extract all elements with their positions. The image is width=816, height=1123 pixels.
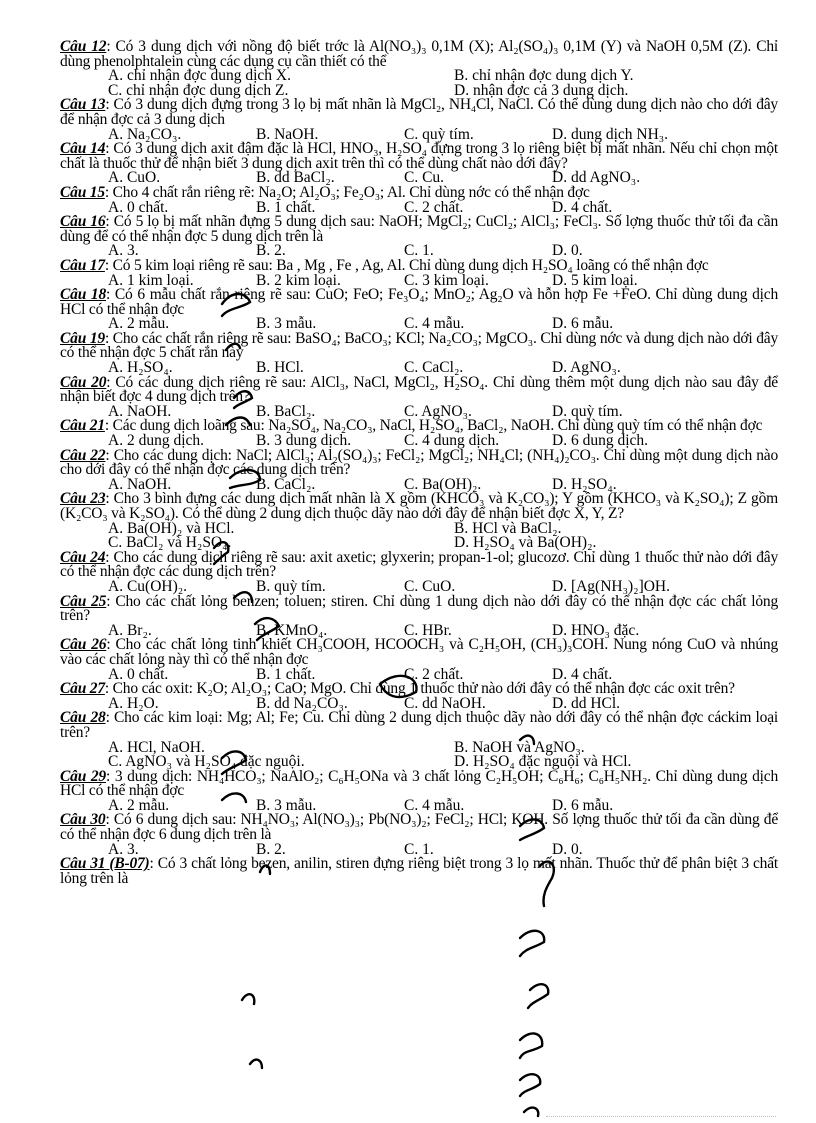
answer-option: A. H₂SO₄.	[108, 359, 173, 377]
question-stem: : Cho các chất rắn riêng rẽ sau: BaSO₄; BaCO₃; KCl; Na₂CO₃; MgCO₃. Chỉ dùng nớc và dung dịch nào dới đây có thể nhận đợc 5 chất rắn này	[60, 329, 779, 362]
answer-option: D. 0.	[552, 242, 583, 260]
question-label: Câu 18	[60, 286, 106, 304]
answer-option: D. H₂SO₄.	[552, 475, 617, 493]
answer-option: D. [Ag(NH₃)₂]OH.	[552, 577, 670, 595]
question-label: Câu 31 (B-07)	[60, 855, 150, 873]
answer-option: C. 1.	[404, 840, 434, 858]
answer-option: C. 4 mẫu.	[404, 796, 465, 814]
answer-option: D. quỳ tím.	[552, 402, 623, 420]
question-label: Câu 25	[60, 592, 107, 610]
question-block	[60, 183, 778, 216]
answer-option: C. AgNO₃ và H₂SO₄ đặc nguội.	[108, 753, 305, 771]
answer-option: A. NaOH.	[108, 402, 172, 420]
question-stem: : Có 3 dung dịch với nồng độ biết trớc là Al(NO₃)₃ 0,1M (X); Al₂(SO₄)₃ 0,1M (Y) và NaOH 0,5M (Z). Chỉ dùng phenolphtalein cùng các dụng cụ cần thiết có thể	[60, 38, 778, 70]
question-block	[60, 813, 778, 857]
answer-option: C. 3 kim loại.	[404, 271, 489, 289]
answer-option: A. Br₂.	[108, 621, 152, 639]
question-label: Câu 15	[60, 183, 105, 201]
answer-option: D. dung dịch NH₃.	[552, 125, 669, 143]
question-stem: : Có 6 dung dịch sau: NH₄NO₃; Al(NO₃)₃; Pb(NO₃)₂; FeCl₂; HCl; KOH. Số lợng thuốc thử tối đa cần dùng để có thể nhận đợc 6 dung dịch trên là	[60, 811, 779, 844]
question-label: Câu 20	[60, 373, 107, 391]
answer-option: A. 3.	[108, 242, 139, 260]
answer-option: C. 4 dung dịch.	[404, 432, 500, 450]
question-text	[60, 592, 778, 625]
answer-option: C. chỉ nhận đợc dung dịch Z.	[108, 81, 289, 99]
question-text	[60, 813, 778, 842]
question-stem: : 3 dung dịch: NH₄HCO₃; NaAlO₂; C₆H₅ONa và 3 chất lỏng C₂H₅OH; C₆H₆; C₆H₅NH₂. Chỉ dùng dung dịch HCl có thể nhận đợc	[60, 767, 778, 800]
answer-option: B. 2 kim loại.	[256, 271, 341, 289]
answer-option: D. 0.	[552, 840, 583, 858]
question-stem: : Có các dung dịch riêng rẽ sau: AlCl₃, NaCl, MgCl₂, H₂SO₄. Chỉ dùng thêm một dung dịch nào sau đây để nhận biết đợc 4 dung dịch trên?	[60, 373, 778, 406]
answer-option: B. 2.	[256, 840, 286, 858]
question-text	[60, 142, 778, 171]
question-text	[60, 767, 778, 800]
question-stem: : Có 6 mẫu chất rắn riêng rẽ sau: CuO; FeO; Fe₃O₄; MnO₂; Ag₂O và hỗn hợp Fe +FeO. Chỉ dùng dung dịch HCl có thể nhận đợc	[60, 286, 778, 318]
question-text	[60, 215, 778, 244]
question-block	[60, 767, 778, 814]
answer-option: C. AgNO₃.	[404, 402, 472, 420]
question-block	[60, 98, 778, 142]
question-block	[60, 711, 778, 769]
answer-option: B. NaOH.	[256, 125, 319, 143]
answer-option: A. H₂O.	[108, 694, 159, 712]
answer-option: B. quỳ tím.	[256, 577, 326, 595]
question-label: Câu 14	[60, 140, 106, 158]
question-text	[60, 329, 779, 362]
answer-options	[60, 69, 778, 98]
answer-option: B. 3 mẫu.	[256, 315, 317, 333]
answer-option: A. 1 kim loại.	[108, 271, 194, 289]
question-label: Câu 19	[60, 329, 105, 347]
answer-option: D. 6 dung dịch.	[552, 432, 649, 450]
question-label: Câu 17	[60, 256, 105, 274]
question-label: Câu 27	[60, 680, 105, 698]
question-block	[60, 288, 778, 332]
answer-option: B. 1 chất.	[256, 665, 316, 683]
answer-option: A. Ba(OH)₂ và HCl.	[108, 519, 235, 537]
question-label: Câu 12	[60, 38, 107, 55]
question-block	[60, 446, 778, 493]
question-label: Câu 21	[60, 417, 105, 435]
answer-option: D. HNO₃ đặc.	[552, 621, 640, 639]
answer-option: C. 2 chất.	[404, 198, 464, 216]
answer-option: C. HBr.	[404, 621, 452, 639]
question-text	[60, 492, 778, 521]
question-stem: : Cho 3 bình đựng các dung dịch mất nhãn là X gồm (KHCO₃ và K₂CO₃); Y gồm (KHCO₃ và K₂SO₄); Z gồm (K₂CO₃ và K₂SO₄). Có thể dùng 2 dung dịch thuộc dãy nào dới đây để nhận biết đợc X, Y, Z?	[60, 490, 778, 522]
question-block	[60, 548, 778, 595]
answer-option: B. KMnO₄.	[256, 621, 328, 639]
answer-option: D. 4 chất.	[552, 198, 613, 216]
question-text	[60, 857, 778, 886]
answer-option: B. 2.	[256, 242, 286, 260]
question-block	[60, 329, 779, 377]
answer-options	[60, 738, 778, 771]
question-label: Câu 29	[60, 767, 106, 785]
question-label: Câu 30	[60, 811, 106, 829]
answer-option: C. dd NaOH.	[404, 694, 486, 712]
question-label: Câu 16	[60, 213, 106, 231]
answer-option: C. CuO.	[404, 577, 456, 595]
answer-option: D. 6 mẫu.	[552, 315, 614, 333]
question-block	[60, 592, 778, 639]
question-label: Câu 26	[60, 636, 107, 654]
answer-option: B. BaCl₂.	[256, 402, 316, 420]
question-text	[60, 548, 778, 581]
question-stem: : Có 5 lọ bị mất nhãn đựng 5 dung dịch sau: NaOH; MgCl₂; CuCl₂; AlCl₃; FeCl₃. Số lợng thuốc thử tối đa cần dùng để có thể nhận đợc 5 dung dịch trên là	[60, 213, 778, 245]
answer-option: B. chỉ nhận đợc dung dịch Y.	[454, 67, 634, 85]
question-stem: : Cho các dung dịch: NaCl; AlCl₃; Al₂(SO₄)₃; FeCl₂; MgCl₂; NH₄Cl; (NH₄)₂CO₃. Chỉ dùng một dung dịch nào cho dới đây có thể nhận đợc các dung dịch trên?	[60, 446, 778, 479]
answer-option: C. Cu.	[404, 169, 445, 187]
question-block	[60, 682, 778, 711]
answer-option: A. Na₂CO₃.	[108, 125, 182, 143]
answer-option: C. quỳ tím.	[404, 125, 474, 143]
question-label: Câu 13	[60, 96, 106, 114]
answer-options	[60, 519, 778, 552]
question-label: Câu 22	[60, 446, 106, 464]
answer-option: A. chỉ nhận đợc dung dịch X.	[108, 67, 291, 85]
question-label: Câu 24	[60, 548, 106, 566]
answer-option: D. 6 mẫu.	[552, 796, 614, 814]
question-text	[60, 40, 778, 69]
answer-option: A. 2 mẫu.	[108, 315, 170, 333]
answer-option: A. Cu(OH)₂.	[108, 577, 188, 595]
answer-option: A. 0 chất.	[108, 665, 169, 683]
answer-option: B. 3 dung dịch.	[256, 432, 352, 450]
question-block	[60, 215, 778, 259]
question-text	[60, 638, 778, 667]
answer-option: C. Ba(OH)₂.	[404, 475, 482, 493]
footer-rule	[546, 1116, 776, 1117]
answer-option: B. NaOH và AgNO₃.	[454, 738, 585, 756]
answer-option: C. 2 chất.	[404, 665, 464, 683]
answer-option: A. CuO.	[108, 169, 161, 187]
question-block	[60, 492, 778, 550]
question-stem: : Cho các kim loại: Mg; Al; Fe; Cu. Chỉ dùng 2 dung dịch thuộc dãy nào dới đây có thể nhận đợc cáckim loại trên?	[60, 709, 778, 741]
question-stem: : Cho các chất lỏng tinh khiết CH₃COOH, HCOOCH₃ và C₂H₅OH, (CH₃)₃COH. Nung nóng CuO và nhúng vào các chất lỏng này thì có thể nhận đợc	[60, 636, 779, 668]
answer-option: D. dd AgNO₃.	[552, 169, 641, 187]
question-block	[60, 638, 778, 682]
answer-option: D. 4 chất.	[552, 665, 613, 683]
answer-option: B. HCl và BaCl₂.	[454, 519, 562, 537]
question-text	[60, 711, 778, 740]
answer-option: B. dd Na₂CO₃.	[256, 694, 348, 712]
answer-option: D. H₂SO₄ đặc nguội và HCl.	[454, 753, 632, 771]
question-stem: : Cho 4 chất rắn riêng rẽ: Na₂O; Al₂O₃; Fe₂O₃; Al. Chỉ dùng nớc có thể nhận đợc	[104, 183, 590, 201]
question-text	[60, 373, 778, 406]
question-stem: : Cho các chất lỏng benzen; toluen; stiren. Chỉ dùng 1 dung dịch nào dới đây có thể nhận đợc các chất lỏng trên?	[60, 592, 778, 625]
question-block	[60, 857, 778, 886]
question-block	[60, 142, 778, 186]
question-stem: : Có 3 dung dịch axit đậm đặc là HCl, HNO₃, H₂SO₄ đựng trong 3 lọ riêng biệt bị mất nhãn. Nếu chỉ chọn một chất là thuốc thử để nhận biết 3 dung dịch axit trên thì có thể dùng chất nào dới đây?	[60, 140, 778, 172]
answer-option: D. 5 kim loại.	[552, 271, 638, 289]
question-label: Câu 28	[60, 709, 106, 727]
answer-option: C. 1.	[404, 242, 434, 260]
answer-option: A. 0 chất.	[108, 198, 169, 216]
question-block	[60, 419, 778, 448]
question-stem: : Các dung dịch loãng sau: Na₂SO₄, Na₂CO₃, NaCl, H₂SO₄, BaCl₂, NaOH. Chỉ dùng quỳ tím có thể nhận đợc	[104, 417, 763, 435]
answer-option: B. dd BaCl₂.	[256, 169, 335, 187]
answer-option: D. nhận đợc cả 3 dung dịch.	[454, 81, 629, 99]
answer-option: A. 3.	[108, 840, 139, 858]
question-block	[60, 373, 778, 420]
question-text	[60, 98, 778, 127]
answer-option: B. HCl.	[256, 359, 304, 377]
answer-option: C. BaCl₂ và H₂SO₄.	[108, 534, 232, 552]
question-stem: : Cho các dung dịch riêng rẽ sau: axit axetic; glyxerin; propan-1-ol; glucozơ. Chỉ dùng 1 thuốc thử nào dới đây có thể nhận đợc các dung dịch trên?	[60, 548, 778, 581]
question-block	[60, 40, 778, 98]
answer-option: C. 4 mẫu.	[404, 315, 465, 333]
question-text	[60, 446, 778, 479]
question-block	[60, 256, 778, 289]
question-stem: : Có 3 chất lỏng bezen, anilin, stiren đựng riêng biệt trong 3 lọ mất nhãn. Thuốc thử để phân biệt 3 chất lỏng trên là	[60, 855, 779, 887]
answer-option: A. 2 dung dịch.	[108, 432, 205, 450]
question-stem: : Có 3 dung dịch đựng trong 3 lọ bị mất nhãn là MgCl₂, NH₄Cl, NaCl. Có thể dùng dung dịch nào cho dới đây để nhận đợc cả 3 dung dịch	[60, 96, 778, 128]
question-label: Câu 23	[60, 490, 106, 508]
answer-option: B. 3 mẫu.	[256, 796, 317, 814]
answer-option: B. 1 chất.	[256, 198, 316, 216]
question-text	[60, 288, 778, 317]
answer-option: C. CaCl₂.	[404, 359, 464, 377]
answer-option: A. HCl, NaOH.	[108, 738, 205, 756]
question-stem: : Có 5 kim loại riêng rẽ sau: Ba , Mg , Fe , Ag, Al. Chỉ dùng dung dịch H₂SO₄ loãng có thể nhận đợc	[104, 256, 709, 274]
question-stem: : Cho các oxit: K₂O; Al₂O₃; CaO; MgO. Chỉ dùng 1 thuốc thử nào dới đây có thể nhận đợc các oxit trên?	[104, 680, 735, 698]
document-body	[60, 40, 778, 886]
answer-option: D. AgNO₃.	[552, 359, 621, 377]
answer-option: B. CaCl₂.	[256, 475, 316, 493]
answer-option: D. dd HCl.	[552, 694, 621, 712]
answer-option: D. H₂SO₄ và Ba(OH)₂.	[454, 534, 597, 552]
answer-option: A. NaOH.	[108, 475, 172, 493]
answer-option: A. 2 mẫu.	[108, 796, 170, 814]
